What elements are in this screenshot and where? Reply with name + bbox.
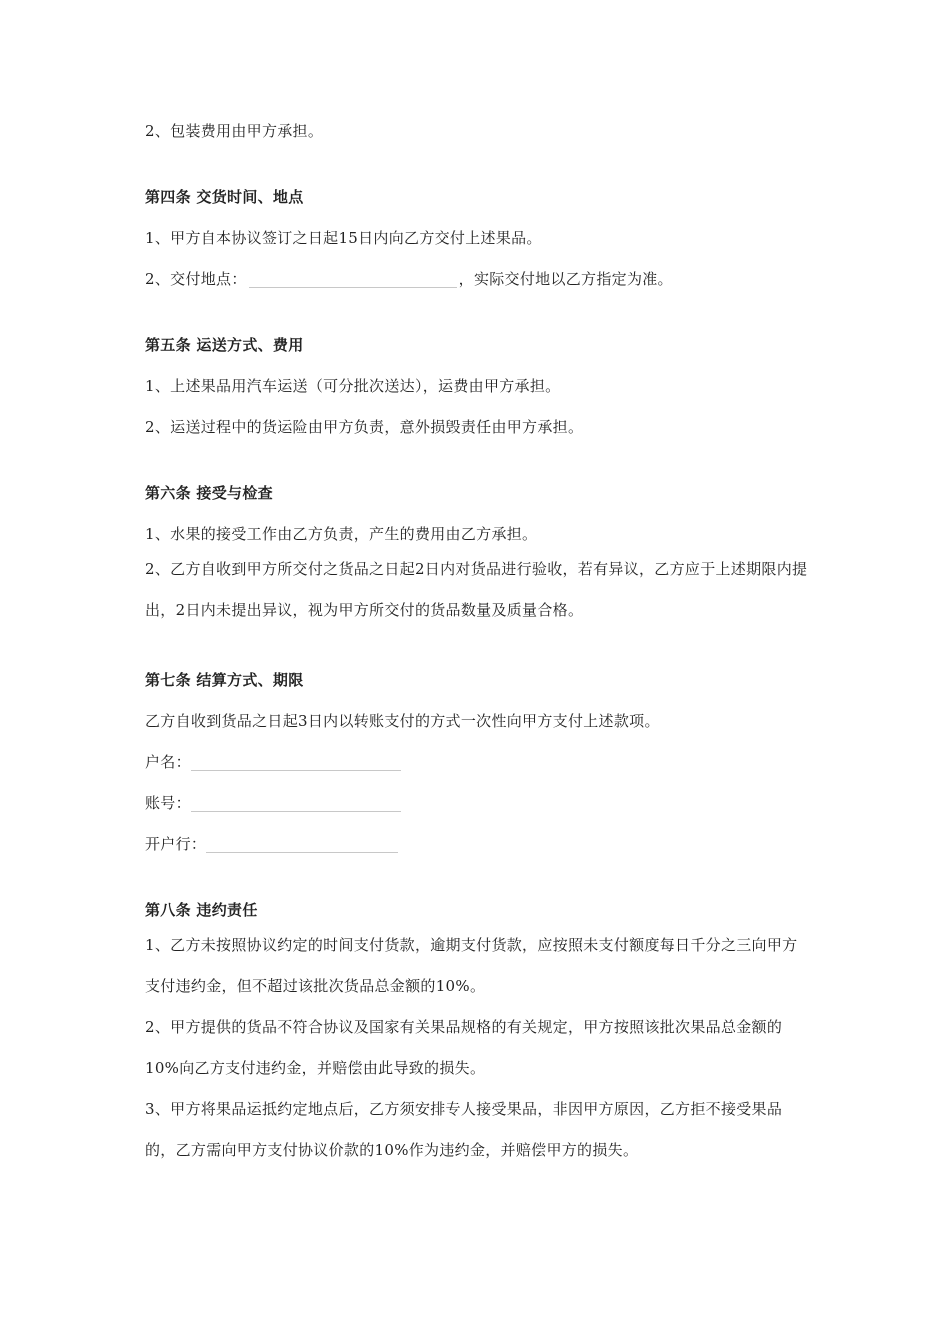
article-6-title: 第六条 接受与检查 (145, 484, 273, 502)
article-7-text: 乙方自收到货品之日起3日内以转账支付的方式一次性向甲方支付上述款项。 (145, 712, 660, 730)
account-number-blank[interactable] (191, 793, 401, 812)
article-8 (145, 897, 810, 1171)
article-4-item-2 (145, 266, 810, 292)
bank-line (145, 831, 810, 857)
article-8-item-3: 3、甲方将果品运抵约定地点后，乙方须安排专人接受果品，非因甲方原因，乙方拒不接受果品的，乙方需向甲方支付协议价款的10%作为违约金，并赔偿甲方的损失。 (145, 1100, 783, 1159)
article-5-title: 第五条 运送方式、费用 (145, 336, 304, 354)
article-6-item-1: 1、水果的接受工作由乙方负责，产生的费用由乙方承担。 (145, 525, 538, 543)
article-4-title: 第四条 交货时间、地点 (145, 188, 304, 206)
account-number-line (145, 790, 810, 816)
account-number-label: 账号： (145, 794, 191, 812)
account-name-label: 户名： (145, 753, 191, 771)
delivery-location-label: 2、交付地点： (145, 270, 247, 288)
delivery-location-note: ，实际交付地以乙方指定为准。 (458, 270, 673, 288)
article-7-title: 第七条 结算方式、期限 (145, 671, 304, 689)
packaging-cost-clause: 2、包装费用由甲方承担。 (145, 122, 324, 140)
article-6-item-2: 2、乙方自收到甲方所交付之货品之日起2日内对货品进行验收，若有异议，乙方应于上述期限内提出，2日内未提出异议，视为甲方所交付的货品数量及质量合格。 (145, 560, 808, 619)
article-5-item-1: 1、上述果品用汽车运送（可分批次送达），运费由甲方承担。 (145, 377, 561, 395)
document-body (145, 118, 810, 1171)
account-name-line (145, 749, 810, 775)
article-8-item-1: 1、乙方未按照协议约定的时间支付货款，逾期支付货款，应按照未支付额度每日千分之三向甲方支付违约金，但不超过该批次货品总金额的10%。 (145, 936, 798, 995)
bank-blank[interactable] (206, 834, 398, 853)
bank-label: 开户行： (145, 835, 207, 853)
article-5-item-2: 2、运送过程中的货运险由甲方负责，意外损毁责任由甲方承担。 (145, 418, 584, 436)
delivery-location-blank[interactable] (249, 269, 457, 288)
article-8-item-2: 2、甲方提供的货品不符合协议及国家有关果品规格的有关规定，甲方按照该批次果品总金额的10%向乙方支付违约金，并赔偿由此导致的损失。 (145, 1018, 783, 1077)
article-4 (145, 184, 810, 292)
article-4-item-1: 1、甲方自本协议签订之日起15日内向乙方交付上述果品。 (145, 229, 542, 247)
article-8-title: 第八条 违约责任 (145, 901, 258, 919)
article-5 (145, 332, 810, 440)
article-7 (145, 667, 810, 857)
account-name-blank[interactable] (191, 752, 401, 771)
article-6 (145, 480, 810, 631)
